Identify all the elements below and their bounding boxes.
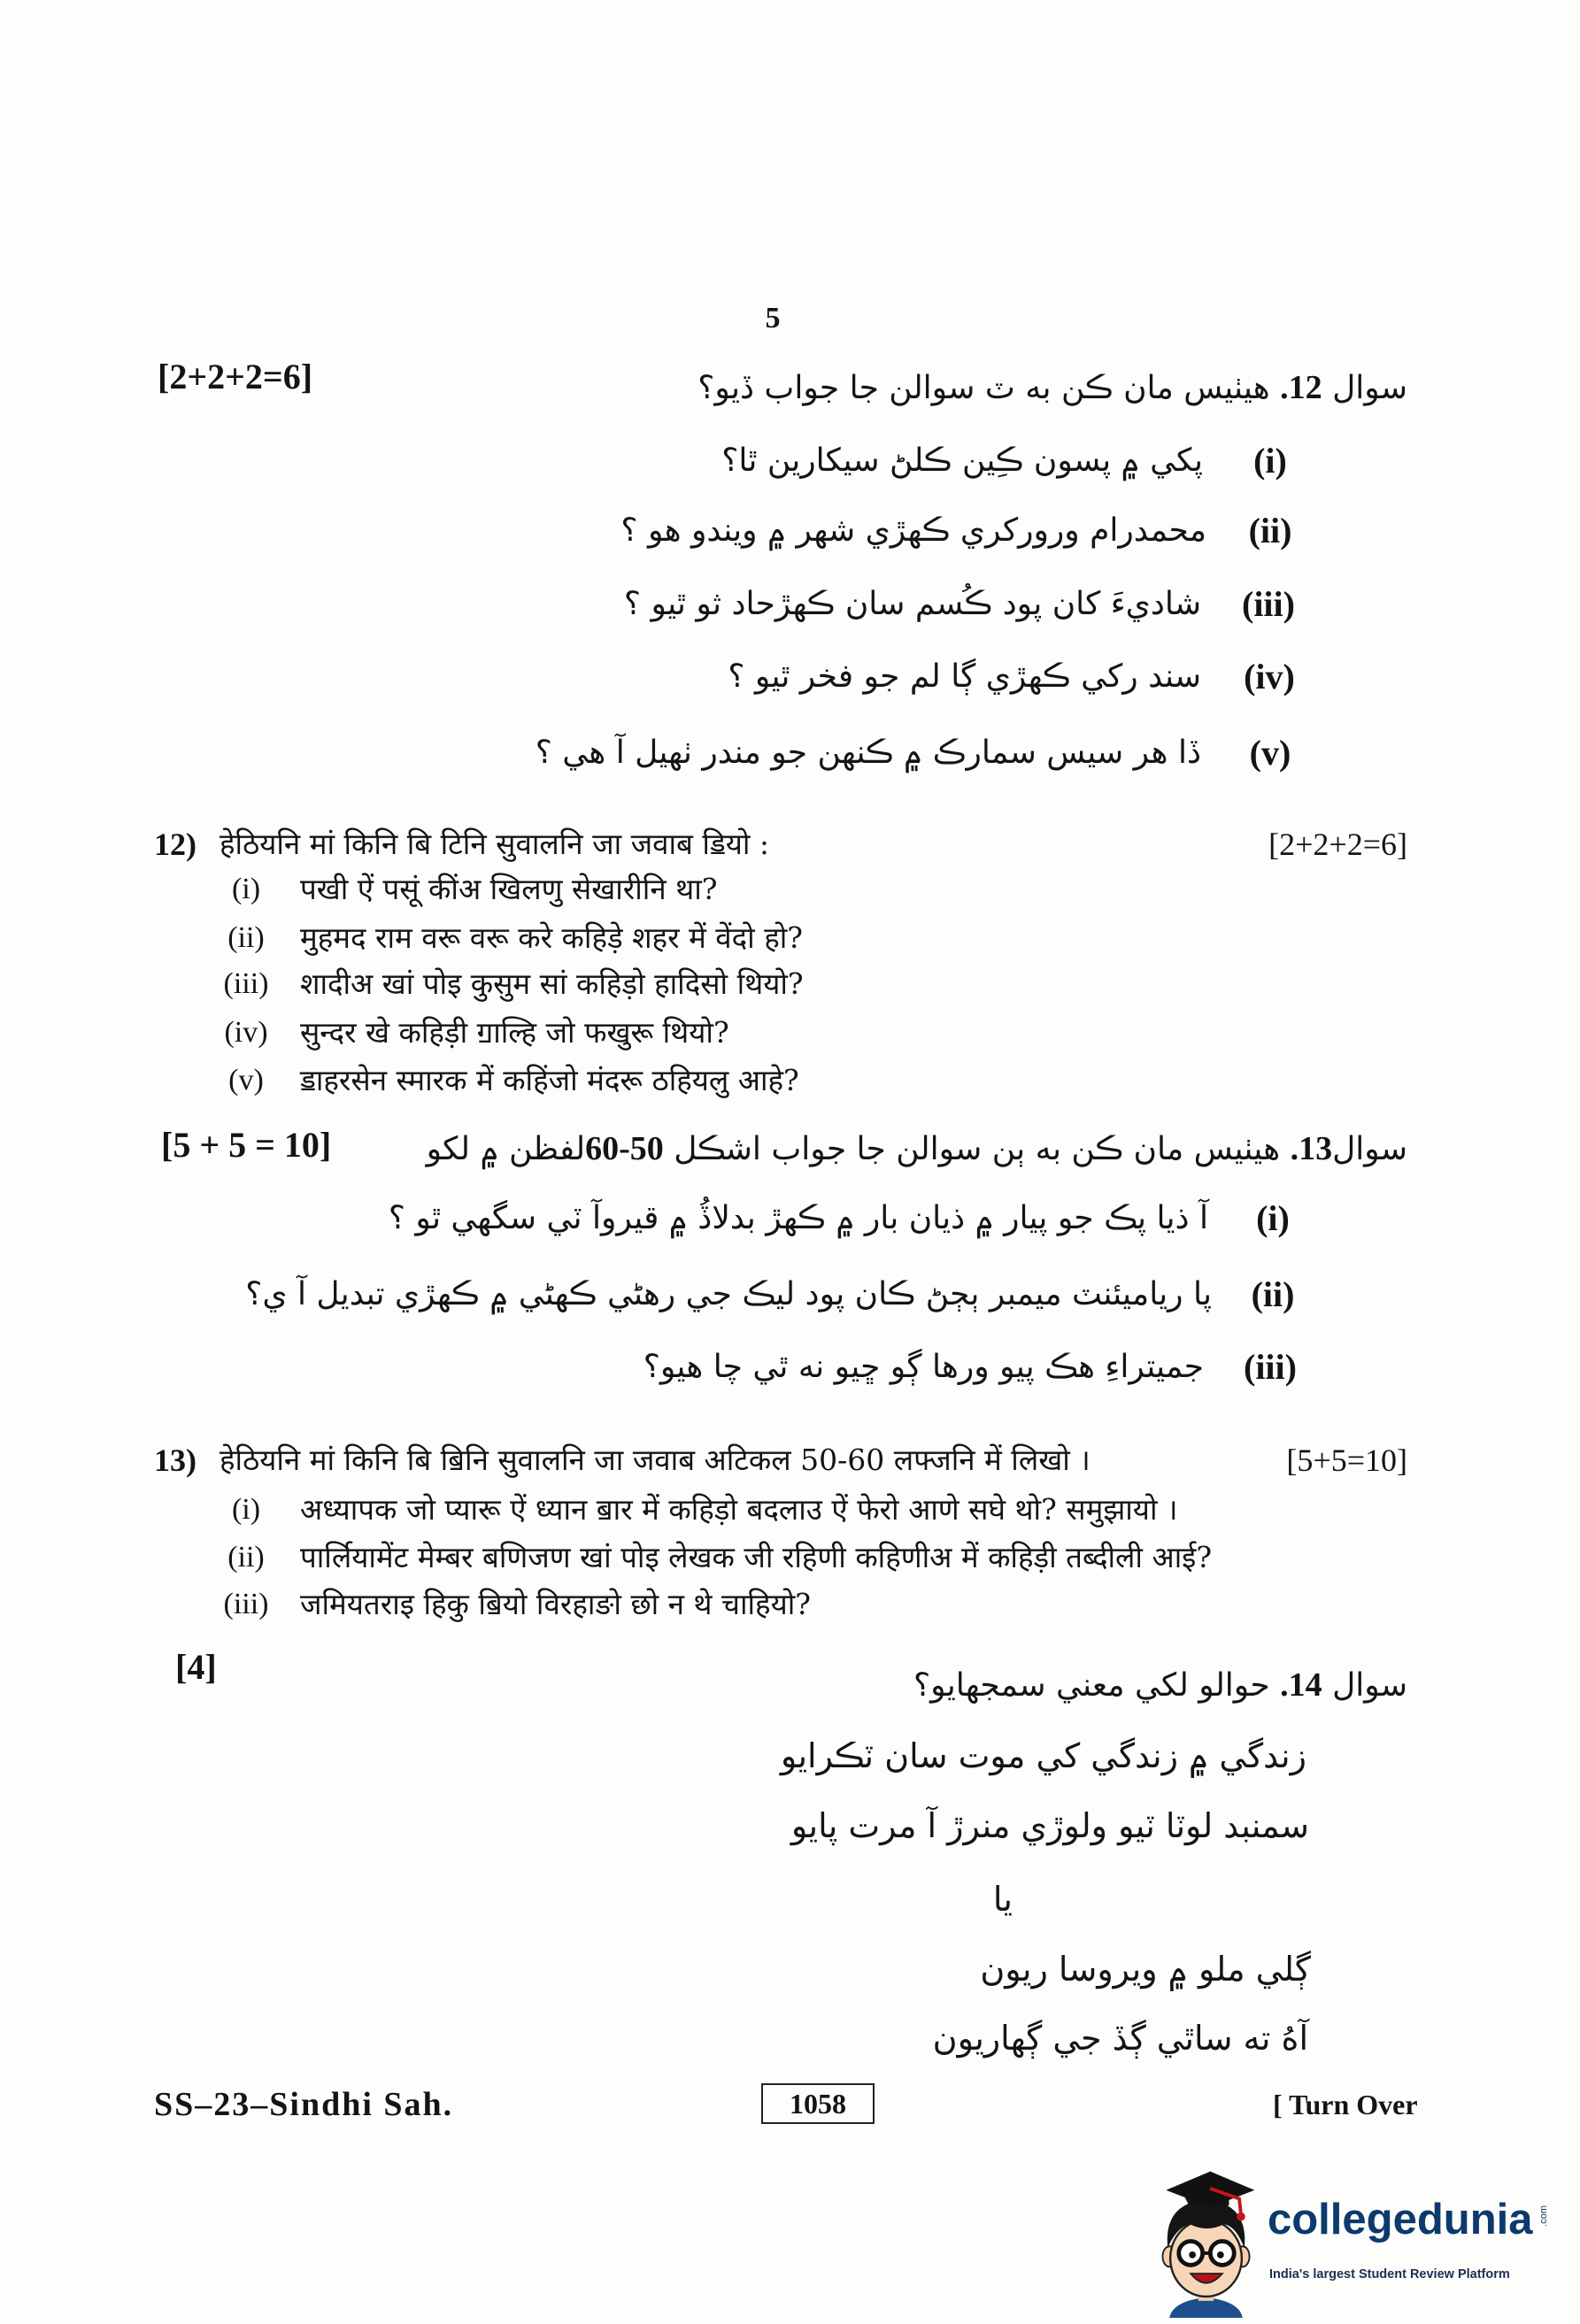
turn-over-label: [ Turn Over — [1273, 2089, 1418, 2120]
item-number: (i) — [231, 873, 261, 905]
item-number: (ii) — [1251, 1274, 1295, 1314]
question-suffix: لفظن ۾ لکو — [426, 1131, 586, 1167]
item-number: (iii) — [1244, 1347, 1297, 1387]
item-text: سند رکي ڪهڙي ڳا لم جو فخر ٿيو ؟ — [728, 658, 1201, 695]
item-number: (ii) — [227, 921, 265, 954]
item-number: (ii) — [227, 1541, 265, 1574]
item-text: मुहमद राम वरू वरू करे कहिड़े शहर में वेंदो हो? — [300, 920, 803, 955]
item-number: (i) — [1256, 1198, 1290, 1238]
item-text: پا رياميئنٽ ميمبر ٻڄڻ ڪان پود ليڪ جي رهڻي ڪهڻي ۾ ڪهڙي تبديل آ ي؟ — [245, 1276, 1212, 1312]
question-number: 13. — [1290, 1130, 1333, 1167]
question-12-heading — [698, 361, 1407, 414]
question-marks: [5+5=10] — [1286, 1443, 1407, 1478]
item-number: (v) — [1249, 733, 1291, 773]
brand-domain-suffix: .com — [1538, 2205, 1549, 2227]
question-prompt: هيٺيس مان ڪن به ٽ سوالن جا جواب ڏيو؟ — [698, 370, 1270, 406]
item-number: (iii) — [223, 1588, 269, 1620]
item-number: (iii) — [223, 967, 269, 1000]
question-13-heading — [427, 1122, 1407, 1175]
word-range: 60-50 — [585, 1130, 664, 1167]
brand-tagline: India's largest Student Review Platform — [1269, 2267, 1510, 2282]
verse-line: زندگي ۾ زندگي کي موت سان ٽڪرايو — [780, 1736, 1306, 1775]
item-text: جميتراءِ هڪ پيو ورها ڳو ڇيو نه ٿي چا هيو؟ — [643, 1349, 1204, 1385]
mascot-eye-left — [1189, 2251, 1196, 2259]
question-14-marks: [4] — [175, 1647, 217, 1687]
graduate-boy-icon — [1151, 2164, 1261, 2319]
item-text: ॾाहरसेन स्मारक में कहिंजो मंदरू ठहियलु आहे? — [300, 1063, 799, 1097]
verse-line: ڳلي ملو ۾ ويروسا ريون — [980, 1950, 1311, 1989]
paper-code: SS–23–Sindhi Sah. — [154, 2086, 454, 2123]
item-text: जमियतराइ हिकु ॿियो विरहाङो छो न थे चाहियो? — [300, 1587, 811, 1621]
item-text: محمدرام ورورکري ڪهڙي شهر ۾ ويندو هو ؟ — [620, 512, 1206, 549]
item-text: पार्लियामेंट मेम्बर बणिजण खां पोइ लेखक जी रहिणी कहिणीअ में कहिड़ी तब्दीली आई? — [300, 1540, 1213, 1574]
item-number: (iv) — [224, 1016, 268, 1049]
question-12-marks: [2+2+2=6] — [158, 357, 313, 396]
brand-name: collegedunia — [1268, 2196, 1533, 2243]
question-label: سوال — [1332, 370, 1407, 406]
question-prompt: حوالو لکي معني سمجهايو؟ — [913, 1667, 1270, 1704]
item-text: شاديءَ کان پود ڪُسم سان ڪهڙحاد ثو ٿيو ؟ — [623, 586, 1201, 622]
question-13-marks: [5 + 5 = 10] — [161, 1125, 332, 1165]
question-14-heading — [913, 1658, 1407, 1712]
item-number: (i) — [1253, 441, 1287, 481]
question-number: 12. — [1280, 369, 1322, 406]
item-number: (iv) — [1244, 657, 1295, 696]
item-number: (i) — [231, 1493, 261, 1526]
page-number: 5 — [765, 302, 781, 335]
item-text: अध्यापक जो प्यारू ऐं ध्यान ॿार में कहिड़ो बदलाउ ऐं फेरो आणे सघे थो? समुझायो । — [300, 1492, 1178, 1527]
item-text: پکي ۾ پسون ڪِين ڪلڻ سيکارين ٿا؟ — [721, 442, 1203, 479]
question-prompt: हेठियनि मां किनि बि टिनि सुवालनि जा जवाब ॾियो : — [220, 827, 770, 861]
item-text: آ ذيا پڪ جو پيار ۾ ذيان بار ۾ ڪهڙ بدلاڏُ ۾ قيروآ ٽي سگهي ٿو ؟ — [388, 1200, 1208, 1236]
question-number: 14. — [1280, 1666, 1322, 1704]
paper-number-box: 1058 — [761, 2083, 875, 2124]
question-label: سوال — [1332, 1667, 1407, 1704]
item-number: (v) — [228, 1064, 264, 1097]
verse-line: آهُ ته ساٿي ڳڏ جي ڳهاريون — [932, 2019, 1308, 2058]
item-text: शादीअ खां पोइ कुसुम सां कहिड़ो हादिसो थियो? — [300, 966, 804, 1001]
verse-separator: يا — [992, 1880, 1013, 1919]
mascot-cap-band — [1191, 2196, 1229, 2206]
item-text: ڏا هر سيس سمارڪ ۾ ڪنهن جو مندر ٺهيل آ هي ؟ — [535, 735, 1201, 771]
question-label: سوال — [1332, 1131, 1407, 1167]
question-prompt: हेठियनि मां किनि बि ॿिनि सुवालनि जा जवाब अटिकल 50-60 लफ्जनि में लिखो । — [220, 1443, 1091, 1477]
question-number: 13) — [154, 1443, 197, 1478]
question-marks: [2+2+2=6] — [1268, 827, 1407, 862]
item-text: सुन्दर खे कहिड़ी ॻाल्हि जो फखुरू थियो? — [300, 1015, 729, 1050]
question-number: 12) — [154, 827, 197, 862]
question-prompt: هيٺيس مان ڪن به ٻن سوالن جا جواب اشڪل — [674, 1131, 1281, 1167]
item-number: (iii) — [1242, 584, 1295, 624]
item-text: पखी ऐं पसूं कींअ खिलणु सेखारीनि था? — [300, 872, 718, 906]
verse-line: سمنبد لوٽا ٽيو ولوڙي منرڙ آ مرت پايو — [790, 1806, 1309, 1845]
item-number: (ii) — [1248, 511, 1292, 550]
mascot-tassel-end — [1237, 2212, 1245, 2221]
mascot-eye-right — [1217, 2251, 1224, 2259]
